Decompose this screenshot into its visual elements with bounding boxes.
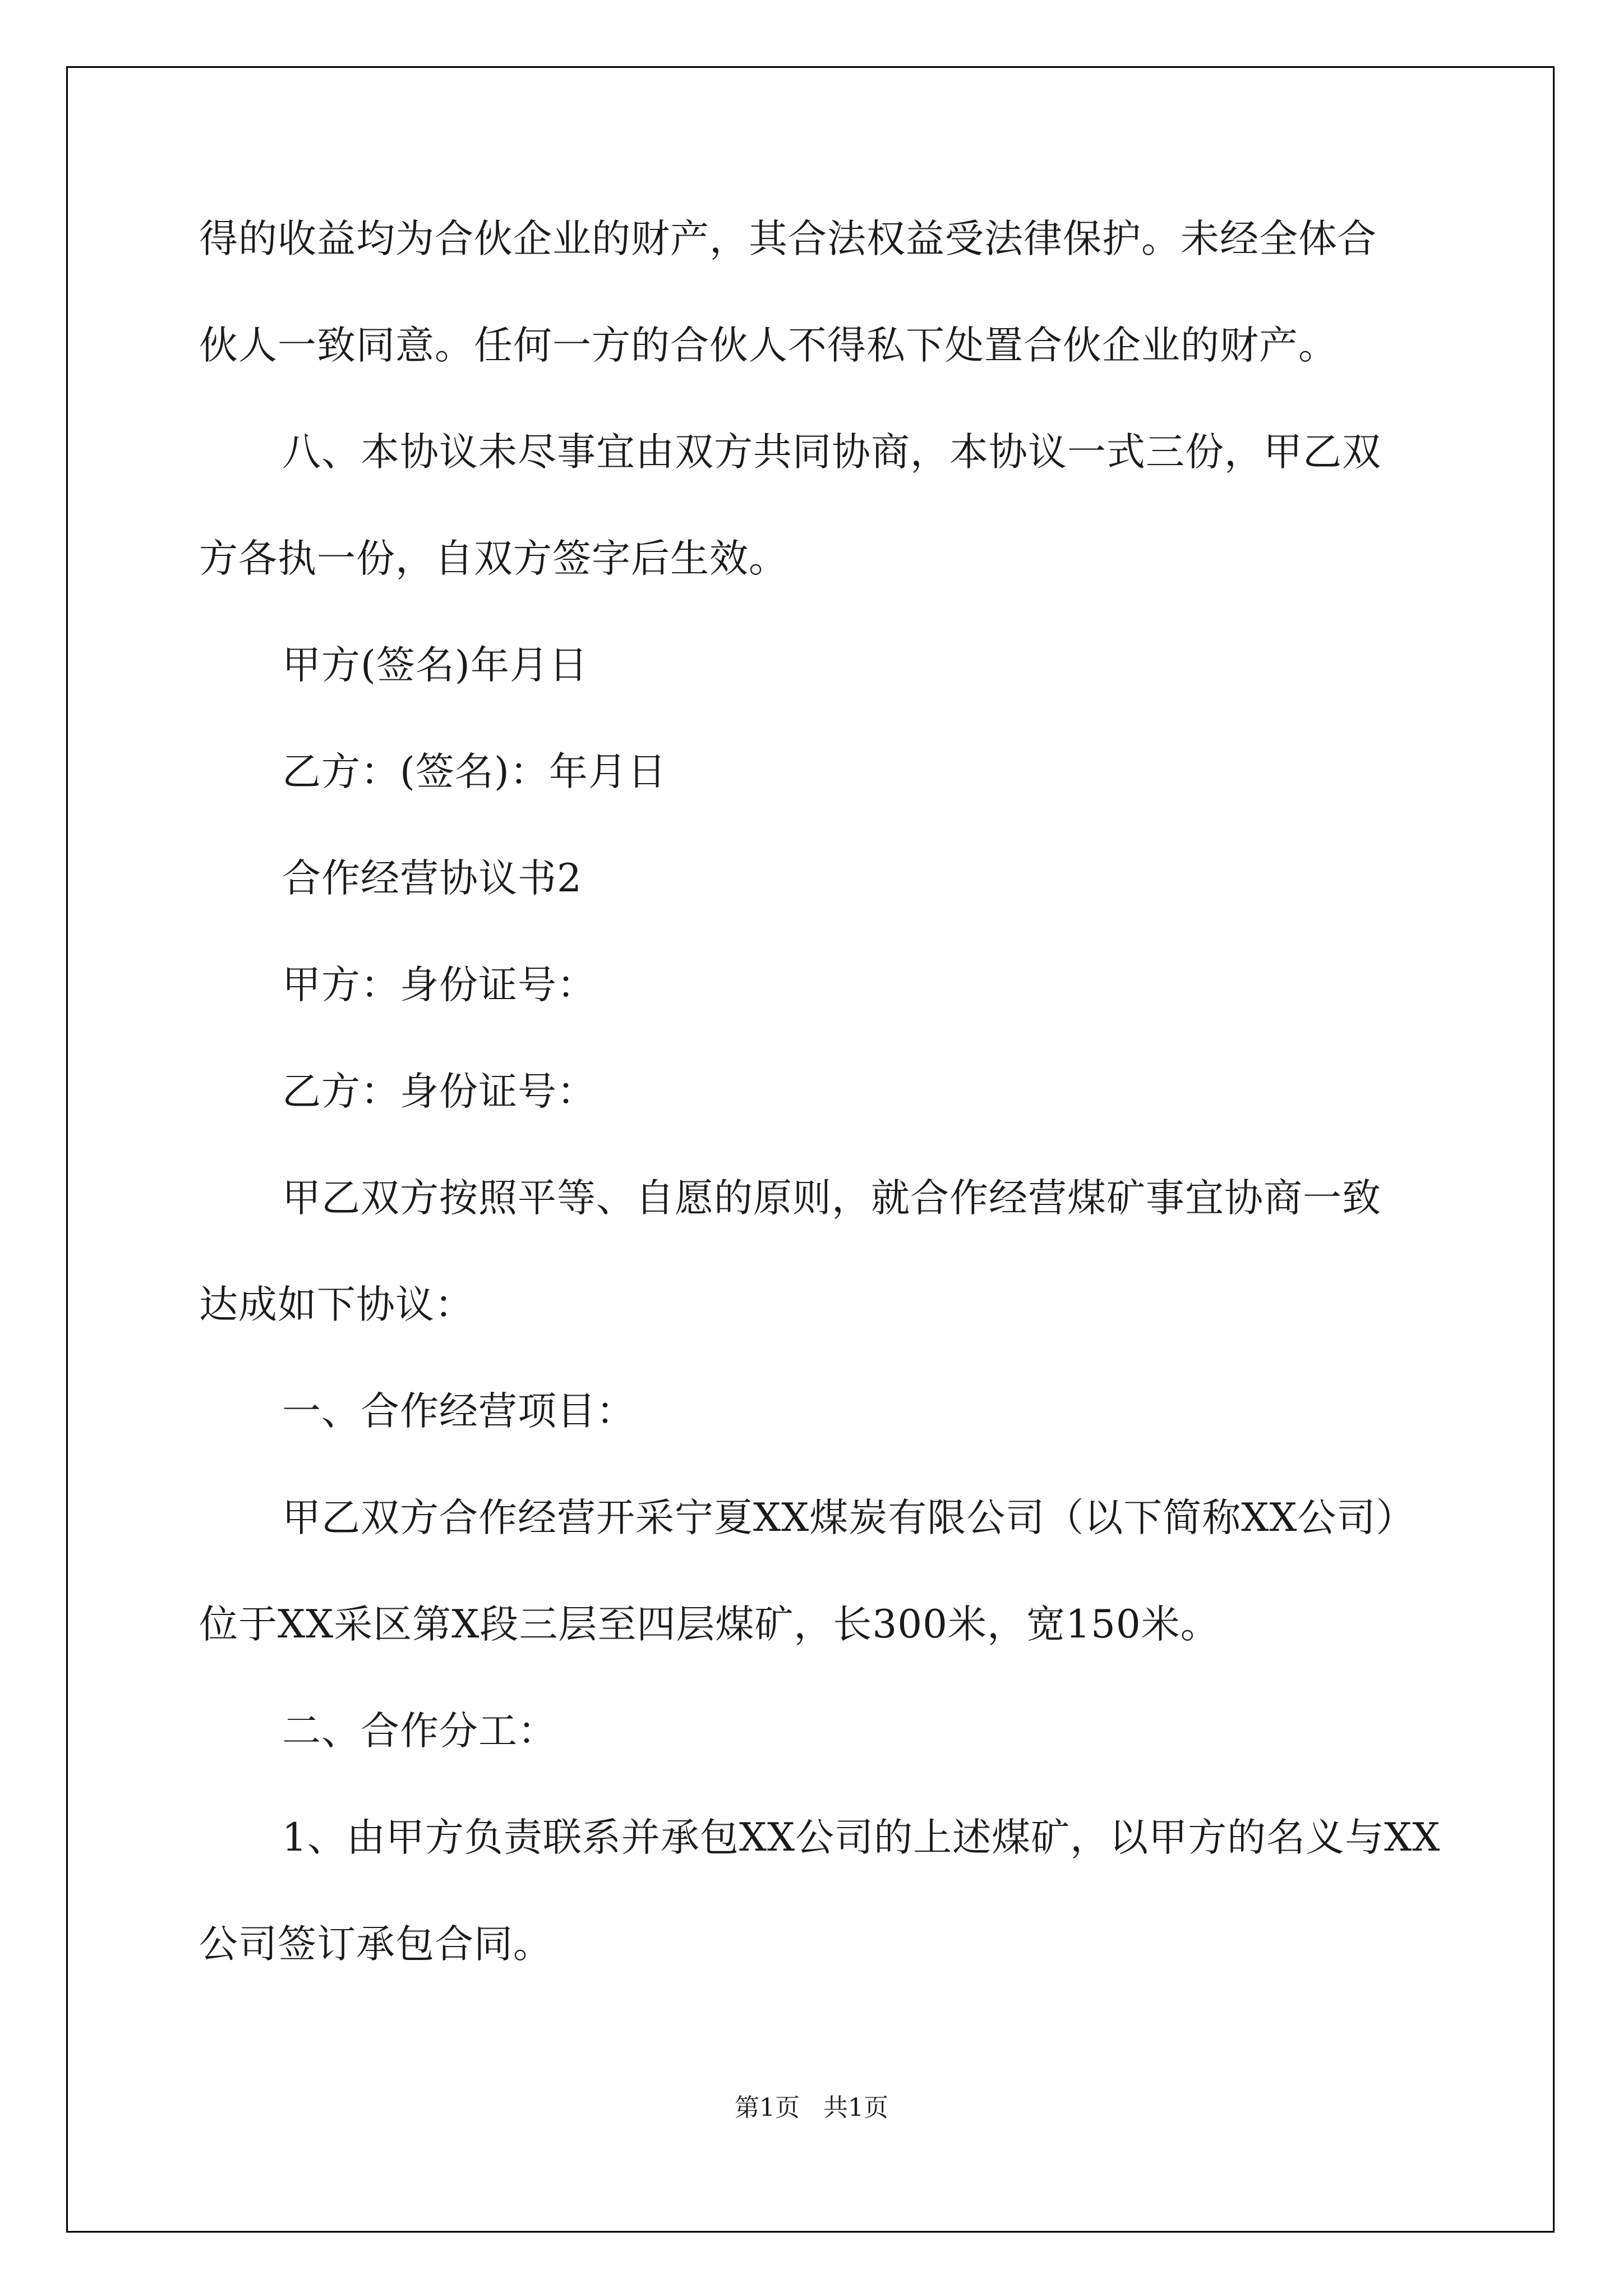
paragraph-line: 位于XX采区第X段三层至四层煤矿，长300米，宽150米。 [199, 1602, 1220, 1647]
paragraph-line: 公司签订承包合同。 [199, 1922, 552, 1967]
paragraph-line: 一、合作经营项目： [282, 1389, 635, 1434]
page-border [66, 66, 1555, 2233]
paragraph-line: 二、合作分工： [282, 1709, 557, 1754]
paragraph-line: 1、由甲方负责联系并承包XX公司的上述煤矿，以甲方的名义与XX [282, 1815, 1441, 1860]
section-heading: 合作经营协议书2 [282, 856, 582, 901]
paragraph-line: 方各执一份，自双方签字后生效。 [199, 536, 788, 581]
paragraph-line: 八、本协议未尽事宜由双方共同协商，本协议一式三份，甲乙双 [282, 430, 1381, 475]
paragraph-line: 甲方(签名)年月日 [282, 643, 588, 688]
paragraph-line: 乙方：(签名)：年月日 [282, 749, 667, 794]
page-number-footer: 第1页 共1页 [735, 2093, 888, 2122]
paragraph-line: 甲方：身份证号： [282, 963, 596, 1007]
paragraph-line: 甲乙双方合作经营开采宁夏XX煤炭有限公司（以下简称XX公司） [282, 1496, 1415, 1540]
paragraph-line: 得的收益均为合伙企业的财产，其合法权益受法律保护。未经全体合 [199, 217, 1377, 261]
paragraph-line: 伙人一致同意。任何一方的合伙人不得私下处置合伙企业的财产。 [199, 323, 1338, 368]
paragraph-line: 达成如下协议： [199, 1282, 474, 1327]
paragraph-line: 甲乙双方按照平等、自愿的原则，就合作经营煤矿事宜协商一致 [282, 1176, 1381, 1221]
paragraph-line: 乙方：身份证号： [282, 1069, 596, 1114]
